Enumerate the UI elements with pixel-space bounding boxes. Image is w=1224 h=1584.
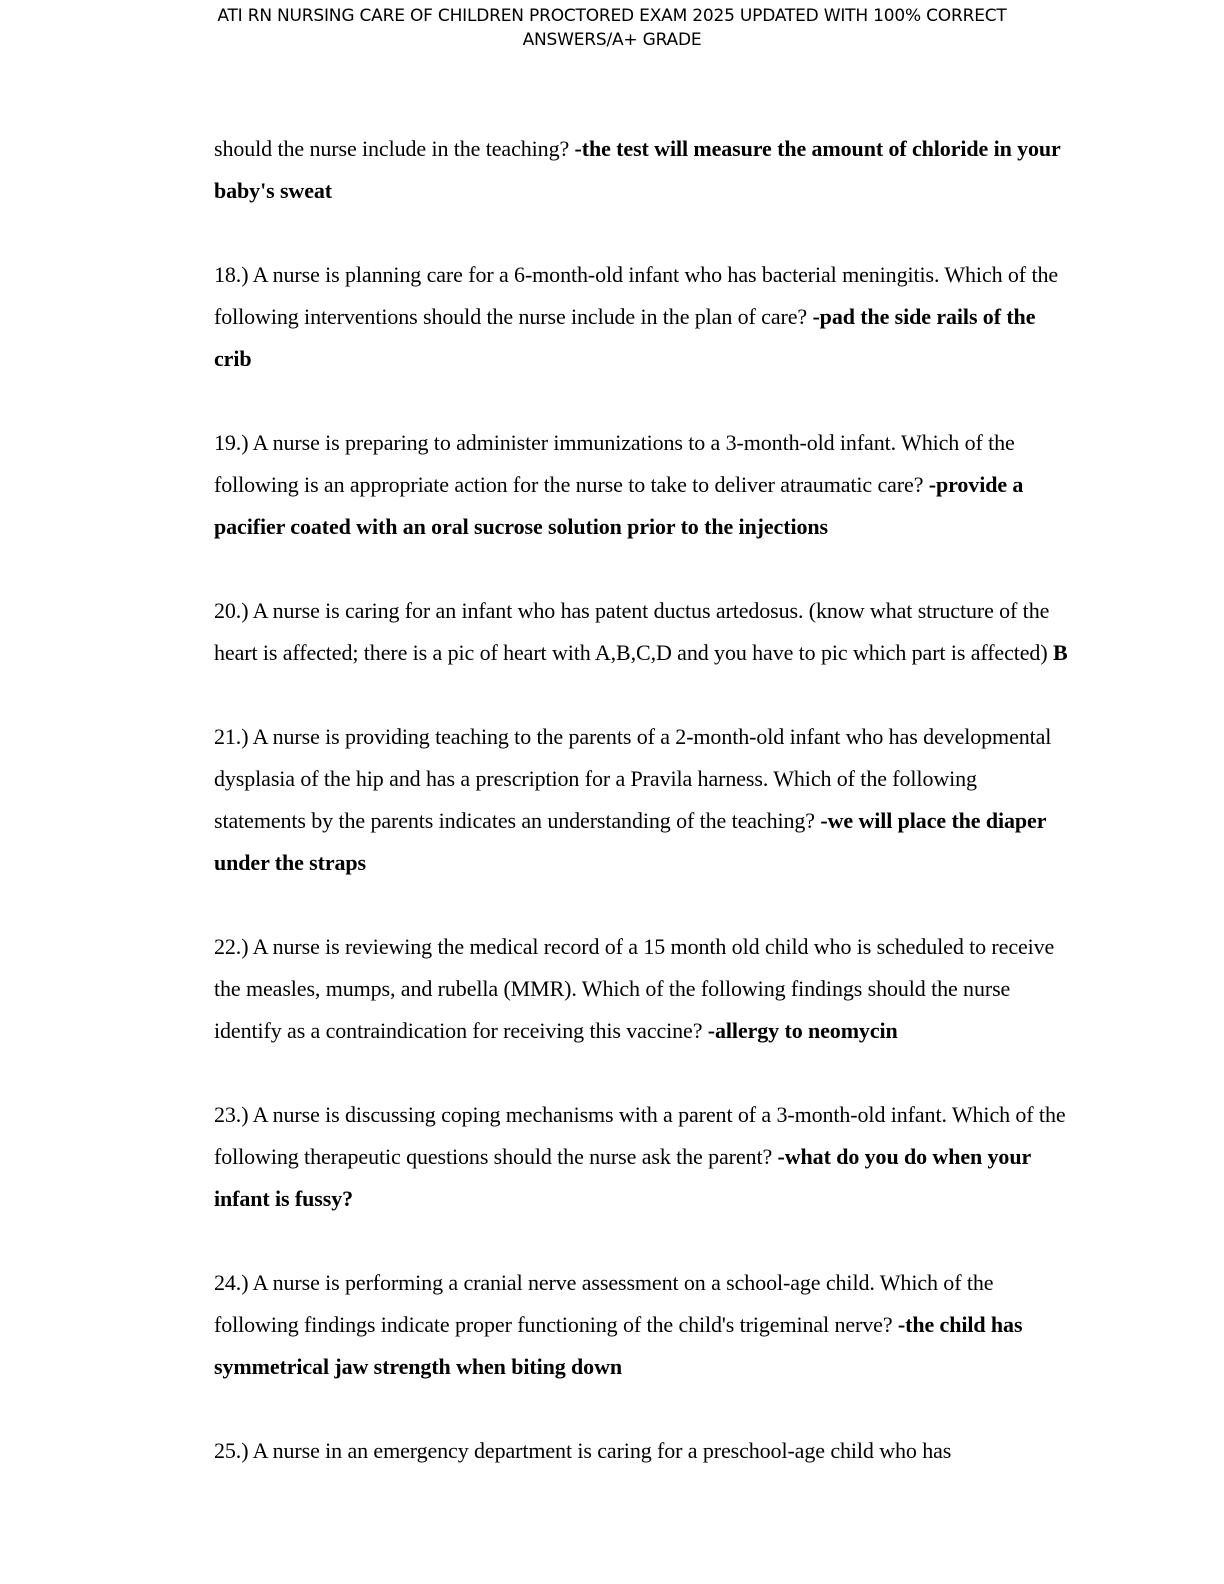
question-item [214, 128, 1070, 212]
answer-text: -the test will measure the amount of chloride in your baby's sweat [214, 136, 1061, 203]
page-header [0, 4, 1224, 52]
answer-text: -we will place the diaper under the straps [214, 808, 1046, 875]
question-text: 19.) A nurse is preparing to administer immunizations to a 3-month-old infant. Which of the following is an appropriate action for the nurse to take to deliver atraumatic care? [214, 430, 1015, 497]
question-text: 25.) A nurse in an emergency department is caring for a preschool-age child who has [214, 1438, 952, 1463]
header-line-2: ANSWERS/A+ GRADE [522, 30, 702, 50]
question-text: 24.) A nurse is performing a cranial nerve assessment on a school-age child. Which of the following findings indicate proper functioning of the child's trigeminal nerve? [214, 1270, 994, 1337]
question-item [214, 1262, 1070, 1388]
answer-text: B [1052, 640, 1068, 665]
answer-text: -pad the side rails of the crib [214, 304, 1036, 371]
answer-text: -what do you do when your infant is fussy? [214, 1144, 1031, 1211]
question-text: 23.) A nurse is discussing coping mechanisms with a parent of a 3-month-old infant. Which of the following therapeutic questions should the nurse ask the parent? [214, 1102, 1066, 1169]
question-item [214, 590, 1070, 674]
answer-text: -the child has symmetrical jaw strength when biting down [214, 1312, 1023, 1379]
question-text: should the nurse include in the teaching? [214, 136, 575, 161]
question-text: 18.) A nurse is planning care for a 6-month-old infant who has bacterial meningitis. Which of the following interventions should the nurse include in the plan of care? [214, 262, 1059, 329]
document-body [214, 128, 1070, 1514]
answer-text: -allergy to neomycin [707, 1018, 898, 1043]
header-line-1: ATI RN NURSING CARE OF CHILDREN PROCTORED EXAM 2025 UPDATED WITH 100% CORRECT [217, 6, 1007, 26]
question-text: 22.) A nurse is reviewing the medical record of a 15 month old child who is scheduled to receive the measles, mumps, and rubella (MMR). Which of the following findings should the nurse identify as a contraindication for receiving this vaccine? [214, 934, 1055, 1043]
question-item [214, 716, 1070, 884]
question-item [214, 1094, 1070, 1220]
question-item [214, 422, 1070, 548]
answer-text: -provide a pacifier coated with an oral sucrose solution prior to the injections [214, 472, 1024, 539]
question-item [214, 1430, 1070, 1472]
question-item [214, 254, 1070, 380]
question-text: 21.) A nurse is providing teaching to the parents of a 2-month-old infant who has developmental dysplasia of the hip and has a prescription for a Pravila harness. Which of the following statements by the parents indicates an understanding of the teaching? [214, 724, 1052, 833]
question-item [214, 926, 1070, 1052]
question-text: 20.) A nurse is caring for an infant who has patent ductus artedosus. (know what structure of the heart is affected; there is a pic of heart with A,B,C,D and you have to pic which part is affected) [214, 598, 1053, 665]
